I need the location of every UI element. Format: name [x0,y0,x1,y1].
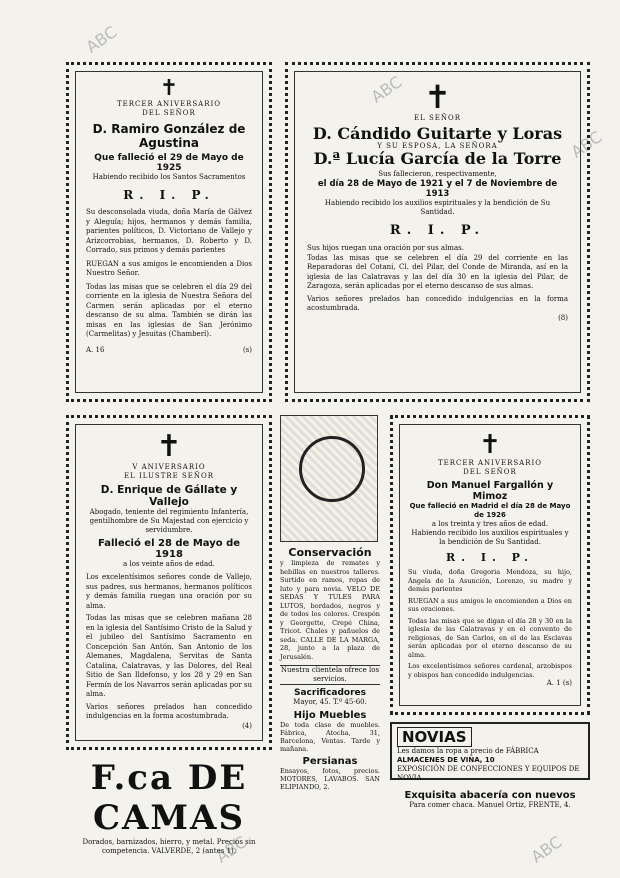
watermark: ABC [367,72,406,107]
ad-text: De toda clase de muebles. Fábrica, Atocha, 31, Barcelona, Ventas. Tarde y mañana. [280,721,380,753]
paragraph: Varios señores prelados han concedido indulgencias en la forma acostumbrada. [86,702,252,720]
novias-ad [390,722,590,780]
watermark: ABC [82,22,121,57]
wreath-illustration [280,415,378,542]
deceased-name: D. Ramiro González de Agustina [92,122,246,150]
ad-title: Conservación [288,546,372,559]
ad-text: Mayor, 45. T.º 45-60. [293,698,367,706]
ad-line: Les damos la ropa a precio de FÁBRICA [397,747,539,755]
death-date: Que falleció el 29 de Mayo de 1925 [94,153,244,173]
paragraph: Todas las misas que se celebren el día 29 del corriente en la iglesia de Nuestra Señora del Carmen serán aplicadas por el eterno descanso de su alma. También se dirán las misas en las iglesias de San Jerónimo (Carmelitas) y Jesuitas (Chamberí). [86,282,252,338]
obituary-gallate [66,415,272,750]
ad-text: Dorados, barnizados, hierro, y metal. Precios sin competencia. VALVERDE, 2 (antes 1). [82,838,256,855]
title-line: Abogado, teniente del regimiento Infantería, gentilhombre de Su Majestad con ejercicio y servidumbre. [89,508,249,534]
death-date: Que falleció en Madrid el día 28 de Mayo de 1926 [409,502,571,519]
death-date: Falleció el 28 de Mayo de 1918 [97,538,241,560]
rip: R. I. P. [446,551,534,564]
ad-text: Para comer chaca. Manuel Ortiz, FRENTE, 4. [409,801,571,809]
deceased-name: Don Manuel Fargallón y Mimoz [426,480,554,502]
ad-code: (4) [242,721,252,730]
ad-title: Persianas [302,756,358,767]
heading: TERCER ANIVERSARIO [437,459,543,467]
ad-code: A. 16 [86,345,105,354]
paragraph: Todas las misas que se celebren el día 29 del corriente en las Reparadoras del Cotani, Cl. del Pilar, del Conde de Miranda, así en la iglesia de las Calatravas y las del día 30 en la iglesia del Pilar, de Zaragoza, serán aplicadas por el eterno descanso de sus almas. [307,253,568,290]
center-ads [280,415,380,845]
ad-title: NOVIAS [397,727,472,747]
paragraph: Sus hijos ruegan una oración por sus almas. [307,244,464,252]
ad-code: (8) [558,313,568,322]
watermark: ABC [527,832,566,867]
paragraph: Varios señores prelados han concedido indulgencias en la forma acostumbrada. [307,294,568,312]
paragraph: RUEGAN a sus amigos le encomienden a Dios en sus oraciones. [408,596,572,613]
watermark: ABC [567,127,606,162]
death-date: el día 28 de Mayo de 1921 y el 7 de Noviembre de 1913 [317,179,558,199]
ad-line: ALMACENES DE VIÑA, 10 [397,756,495,764]
text-line: Sus fallecieron, respectivamente, [378,170,497,178]
cross-icon: ✝ [479,430,501,460]
heading-sub: EL ILUSTRE SEÑOR [123,472,215,480]
age: a los treinta y tres años de edad. [431,520,549,528]
heading-sub: DEL SEÑOR [463,468,517,476]
deceased-name: D. Cándido Guitarte y Loras [312,124,563,143]
paragraph: Su viuda, doña Gregoria Mendoza, su hijo, Ángela de la Asunción, Lorenzo, su madre y demás parientes [408,568,572,593]
paragraph: Todas las misas que se celebren mañana 28 en la iglesia del Santísimo Cristo de la Salud y el jubileo del Santísimo Sacramento en Concepción San Antón, San Antonio de los Alemanes, Magdalena, Servitas de Santa Catalina, Calatravas, y las Dolores, del Real Sitio de San Ildefonso, y los 28 y 29 en San Fermín de los Navarros serán aplicadas por su alma. [86,614,252,698]
ad-title: F.ca DE CAMAS [90,758,248,838]
ad-text: Ensayos, fotos, precios. MOTORES, LAVABOS. SAN ELIPIANDO, 2. [280,767,380,791]
heading-sub: DEL SEÑOR [142,109,196,117]
obituary-guitarte [285,62,590,402]
paragraph: Los excelentísimos señores cardenal, arzobispos y obispos han concedido indulgencias. [408,662,572,679]
ad-title: Exquisita abacería con nuevos [404,790,576,801]
paragraph: RUEGAN a sus amigos le encomienden a Dios Nuestro Señor. [86,259,252,277]
deceased-name-2: D.ª Lucía García de la Torre [313,149,562,168]
sacraments: Habiendo recibido los auxilios espirituales y la bendición de Su Santidad. [324,199,551,216]
paragraph: Los excelentísimos señores conde de Vallejo, sus padres, sus hermanos, hermanos políticos y demás familia ruegan una oración por su alma. [86,573,252,610]
obituary-fargallon [390,415,590,715]
rip: R. I. P. [389,223,486,238]
obituary-gonzalez [66,62,272,402]
deceased-name: D. Enrique de Gállate y Vallejo [100,484,238,508]
cross-icon: ✝ [424,78,451,116]
paragraph: Todas las misas que se digan el día 28 y 30 en la iglesia de las Calatravas y en el convento de religiosas, de San Carlos, en el de las Esclavas serán aplicadas por el eterno descanso de su alma. [408,616,572,659]
sacraments: Habiendo recibido los auxilios espirituales y la bendición de Su Santidad. [411,529,569,546]
ad-title: Sacrificadores [293,688,367,698]
heading: EL SEÑOR [413,114,462,122]
rip: R. I. P. [123,188,215,202]
ad-line: EXPOSICIÓN DE CONFECCIONES Y EQUIPOS DE NOVIA [397,765,580,782]
ad-code: (s) [242,345,252,354]
notice: Nuestra clientela ofrece los servicios. [280,666,380,683]
paragraph: Su desconsolada viuda, doña María de Gálvez y Aleguía; hijos, hermanos y demás familia, parientes políticos, D. Victoriano de Vallejo y Arizcorrobias, hermanos, D. Roberto y D. Corrado, sus primos y demás parientes [86,208,252,254]
ad-code: A. 1 (s) [546,679,572,687]
heading-sub: Y SU ESPOSA, LA SEÑORA [377,142,498,150]
ad-title: Hijo Muebles [293,710,367,721]
age: a los veinte años de edad. [123,560,215,568]
heading: V ANIVERSARIO [132,463,206,471]
abaceria-ad [390,790,590,830]
wreath-icon [299,436,365,502]
watermark: ABC [212,832,251,867]
ad-text: y limpieza de remates y hebillas en nuestros talleres. Surtido en ramos, ropas de luto y para novia. VELO DE SEDAS Y TULES PARA LUTOS, bordados, negros y de todos los colores. Crespón y Georgette, Crepé China, Tricot. Chales y pañuelos de seda. CALLE DE LA MARGA, 28, junto a la plaza de Jerusalén. [280,559,380,661]
cross-icon: ✝ [159,76,179,101]
heading: TERCER ANIVERSARIO [116,100,222,108]
cross-icon: ✝ [156,429,182,464]
sacraments: Habiendo recibido los Santos Sacramentos [92,173,246,181]
